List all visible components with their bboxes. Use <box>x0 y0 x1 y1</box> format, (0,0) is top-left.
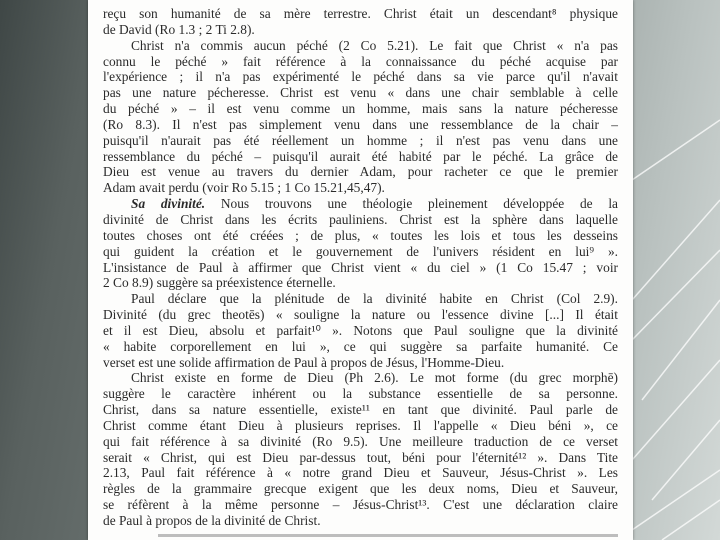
text-line <box>103 370 618 386</box>
text-line <box>103 465 618 481</box>
text-line-content: Christ, dans sa nature essentielle, existe¹¹ en tant que divinité. Paul parle de <box>103 402 618 418</box>
text-line <box>103 101 618 117</box>
text-line <box>103 418 618 434</box>
text-line <box>103 402 618 418</box>
text-line-content: de Paul à propos de la divinité de Christ. <box>103 513 321 528</box>
text-line <box>103 307 618 323</box>
text-line-content: Divinité (du grec theotēs) « souligne la nature ou l'essence divine [...] Il était <box>103 307 618 323</box>
text-line-content: verset est une solide affirmation de Paul à propos de Jésus, l'Homme-Dieu. <box>103 354 505 370</box>
text-line <box>103 513 618 529</box>
text-line-content: Paul déclare que la plénitude de la divinité habite en Christ (Col 2.9). <box>131 291 618 307</box>
text-line <box>103 434 618 450</box>
text-line <box>103 22 618 38</box>
text-line <box>103 54 618 70</box>
text-line <box>103 133 618 149</box>
text-line-content: qui guident la création et le gouvernement de l'univers résident en lui⁹ ». <box>103 243 618 259</box>
text-line <box>103 85 618 101</box>
text-line <box>103 355 618 371</box>
text-line-content: Nous trouvons une théologie pleinement développée de la <box>220 196 618 212</box>
text-line <box>103 164 618 180</box>
text-line <box>103 260 618 276</box>
text-line <box>103 228 618 244</box>
text-line-content: serait « Christ, qui est Dieu par-dessus tout, béni pour l'éternité¹² ». Dans Tite <box>103 449 618 465</box>
text-line-content: (Ro 8.3). Il n'est pas simplement venu dans une ressemblance de la chair – <box>103 116 618 132</box>
text-line-content: connu le péché » fait référence à la connaissance du péché acquise par <box>103 53 618 69</box>
text-line <box>103 212 618 228</box>
text-line-content: divinité de Christ dans les écrits pauliniens. Christ est la sphère dans laquelle <box>103 211 618 227</box>
text-line-content: Christ comme étant Dieu à plusieurs reprises. Il l'appelle « Dieu béni », ce <box>103 417 618 433</box>
section-heading: Sa divinité. <box>131 196 206 212</box>
text-line <box>103 481 618 497</box>
text-line-content: reçu son humanité de sa mère terrestre. Christ était un descendant⁸ physique <box>103 6 618 21</box>
text-line <box>103 275 618 291</box>
text-line-content: pas une nature pécheresse. Christ est venu « dans une chair semblable à celle <box>103 85 618 101</box>
text-line-content: « habite corporellement en lui », ce qui suggère sa parfaite humanité. Ce <box>103 338 618 354</box>
text-line-content: règles de la grammaire grecque exigent que les deux noms, Dieu et Sauveur, <box>103 481 618 497</box>
text-line <box>103 38 618 54</box>
text-line-content: L'insistance de Paul à affirmer que Christ vient « du ciel » (1 Co 15.47 ; voir <box>103 259 618 275</box>
document-body <box>103 6 618 529</box>
text-line-content: ressemblance du péché – puisqu'il aurait été habité par le péché. La grâce de <box>103 148 618 164</box>
text-line-content: se réfèrent à la même personne – Jésus-Christ¹³. C'est une déclaration claire <box>103 497 618 513</box>
text-line-content: toutes choses ont été créées ; de plus, « toutes les lois et tous les desseins <box>103 227 618 243</box>
text-line-content: qui fait référence à sa divinité (Ro 9.5). Une meilleure traduction de ce verset <box>103 433 618 449</box>
text-line <box>103 180 618 196</box>
text-line <box>103 339 618 355</box>
text-line <box>103 149 618 165</box>
text-line <box>103 6 618 22</box>
text-line-content: suggère le caractère inhérent ou la substance essentielle de sa personne. <box>103 386 618 402</box>
text-line <box>103 244 618 260</box>
decorative-diagonal-lines <box>632 0 720 540</box>
text-line-content: Dieu est venue au travers du dernier Adam, pour racheter ce que le premier <box>103 164 618 180</box>
text-line <box>103 450 618 466</box>
text-line <box>103 291 618 307</box>
text-line <box>103 497 618 513</box>
text-line-content: 2 Co 8.9) suggère sa préexistence éternelle. <box>103 275 336 291</box>
text-line-content: du péché » – il est venu comme un homme, mais sans la nature pécheresse <box>103 101 618 117</box>
text-line <box>103 69 618 85</box>
text-line <box>103 323 618 339</box>
text-line <box>103 386 618 402</box>
text-line-content: de David (Ro 1.3 ; 2 Ti 2.8). <box>103 21 255 37</box>
footnote-rule <box>158 534 618 537</box>
text-line <box>103 196 618 212</box>
text-line-content: 2.13, Paul fait référence à « notre grand Dieu et Sauveur, Jésus-Christ ». Les <box>103 465 618 481</box>
text-line-content: Adam avait perdu (voir Ro 5.15 ; 1 Co 15.21,45,47). <box>103 180 385 196</box>
text-line-content: Christ existe en forme de Dieu (Ph 2.6). Le mot forme (du grec morphē) <box>131 370 618 386</box>
text-line-content: puisqu'il n'aurait pas été réellement un homme ; il n'est pas venu dans une <box>103 132 618 148</box>
text-line <box>103 117 618 133</box>
text-line-content: l'expérience ; il n'a pas expérimenté le péché dans sa vie parce qu'il n'avait <box>103 69 618 85</box>
text-line-content: et il est Dieu, absolu et parfait¹⁰ ». Notons que Paul souligne que la divinité <box>103 322 618 338</box>
scanned-document-page <box>88 0 633 540</box>
text-line-content: Christ n'a commis aucun péché (2 Co 5.21). Le fait que Christ « n'a pas <box>131 37 618 53</box>
